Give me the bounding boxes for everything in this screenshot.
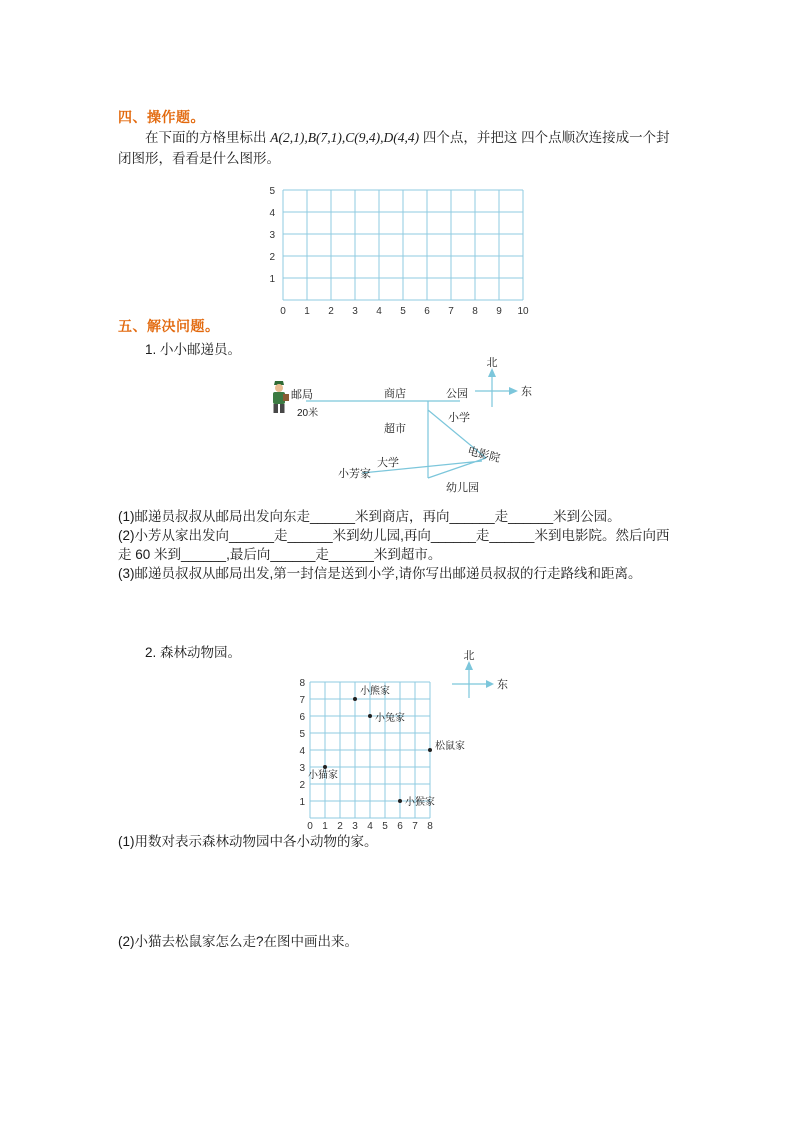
compass-east-arrow-icon <box>486 680 494 688</box>
y-tick: 1 <box>269 274 275 285</box>
y-tick: 4 <box>299 746 305 757</box>
postman-leg <box>274 404 279 413</box>
park-label: 公园 <box>446 388 468 400</box>
postman-leg <box>280 404 285 413</box>
x-tick: 3 <box>352 821 358 832</box>
distance-20m-label: 20米 <box>297 408 319 419</box>
x-tick: 6 <box>424 306 430 317</box>
y-tick: 3 <box>269 230 275 241</box>
problem2-question1: (1)用数对表示森林动物园中各小动物的家。 <box>118 834 378 849</box>
cinema-label: 电影院 <box>466 445 502 465</box>
compass-east-arrow-icon <box>509 387 518 395</box>
x-tick: 8 <box>472 306 478 317</box>
coordinate-grid-figure <box>255 178 545 320</box>
east-label: 东 <box>521 386 532 398</box>
section5-heading: 五、解决问题。 <box>118 318 220 334</box>
north-label: 北 <box>486 357 498 369</box>
problem1-question3: (3)邮递员叔叔从邮局出发,第一封信是送到小学,请你写出邮递员叔叔的行走路线和距离。 <box>118 566 642 581</box>
east-label: 东 <box>497 679 508 691</box>
animal-home-labels <box>308 684 465 808</box>
forest-zoo-map <box>295 648 515 838</box>
problem1-question2-line2: 走 60 米到______,最后向______走______米到超市。 <box>118 547 442 562</box>
y-tick: 5 <box>299 729 305 740</box>
monkey-home-point <box>398 799 402 803</box>
point-coordinates-text: A(2,1),B(7,1),C(9,4),D(4,4) <box>270 130 420 145</box>
y-tick: 1 <box>299 797 305 808</box>
grid-x-axis-ticks <box>280 306 529 317</box>
x-tick: 3 <box>352 306 358 317</box>
grid-y-axis-ticks <box>269 186 275 285</box>
university-label: 大学 <box>377 457 399 469</box>
squirrel-home-point <box>428 748 432 752</box>
x-tick: 7 <box>448 306 454 317</box>
intro-text-cont: 四个点，并把这 四个点顺次连接成一个封 <box>419 130 670 145</box>
post-office-label: 邮局 <box>291 389 313 401</box>
postman-route-map <box>255 355 545 505</box>
school-label: 小学 <box>448 412 470 424</box>
bear-home-label: 小熊家 <box>360 686 390 697</box>
place-labels <box>291 386 502 494</box>
bear-home-point <box>353 697 357 701</box>
postman-head <box>275 384 283 392</box>
x-tick: 8 <box>427 821 433 832</box>
x-tick: 6 <box>397 821 403 832</box>
x-tick: 7 <box>412 821 418 832</box>
x-tick: 5 <box>382 821 388 832</box>
x-tick: 2 <box>328 306 334 317</box>
north-label: 北 <box>463 650 475 662</box>
grid-lines <box>283 190 523 300</box>
rabbit-home-label: 小兔家 <box>375 713 405 724</box>
section4-intro-line1 <box>145 129 670 148</box>
postman-mailbag <box>283 394 289 401</box>
y-tick: 2 <box>299 780 305 791</box>
x-tick: 9 <box>496 306 502 317</box>
problem1-question1: (1)邮递员叔叔从邮局出发向东走______米到商店，再向______走______米到公园。 <box>118 509 621 524</box>
problem1-title: 1. 小小邮递员。 <box>145 342 242 357</box>
x-tick: 4 <box>367 821 373 832</box>
squirrel-home-label: 松鼠家 <box>435 741 465 752</box>
x-tick: 10 <box>517 306 529 317</box>
y-tick: 6 <box>299 712 305 723</box>
x-tick: 1 <box>322 821 328 832</box>
intro-text: 在下面的方格里标出 <box>145 130 271 145</box>
x-tick: 5 <box>400 306 406 317</box>
compass-north-arrow-icon <box>488 368 496 377</box>
cat-home-label: 小猫家 <box>308 770 338 781</box>
x-tick: 4 <box>376 306 382 317</box>
y-tick: 5 <box>269 186 275 197</box>
compass-rose <box>452 649 508 698</box>
postman-icon <box>273 381 289 413</box>
y-tick: 7 <box>299 695 305 706</box>
supermarket-label: 超市 <box>384 423 406 435</box>
y-tick: 2 <box>269 252 275 263</box>
y-tick: 3 <box>299 763 305 774</box>
xiaofang-home-label: 小芳家 <box>338 468 371 480</box>
problem1-question2-line1: (2)小芳从家出发向______走______米到幼儿园,再向______走______米到电影院。然后向西 <box>118 528 670 543</box>
section4-heading: 四、操作题。 <box>118 109 205 125</box>
y-tick: 4 <box>269 208 275 219</box>
shop-label: 商店 <box>384 388 406 400</box>
compass-rose <box>475 356 532 407</box>
zoo-x-axis-ticks <box>307 821 433 832</box>
section4-intro-line2: 闭图形，看看是什么图形。 <box>118 151 280 166</box>
x-tick: 0 <box>307 821 313 832</box>
monkey-home-label: 小猴家 <box>405 797 435 808</box>
problem2-title: 2. 森林动物园。 <box>145 645 242 660</box>
rabbit-home-point <box>368 714 372 718</box>
zoo-y-axis-ticks <box>299 678 305 808</box>
x-tick: 1 <box>304 306 310 317</box>
problem2-question2: (2)小猫去松鼠家怎么走?在图中画出来。 <box>118 934 359 949</box>
kindergarten-label: 幼儿园 <box>446 482 479 494</box>
compass-north-arrow-icon <box>465 661 473 670</box>
x-tick: 2 <box>337 821 343 832</box>
x-tick: 0 <box>280 306 286 317</box>
y-tick: 8 <box>299 678 305 689</box>
cat-home-point <box>323 765 327 769</box>
